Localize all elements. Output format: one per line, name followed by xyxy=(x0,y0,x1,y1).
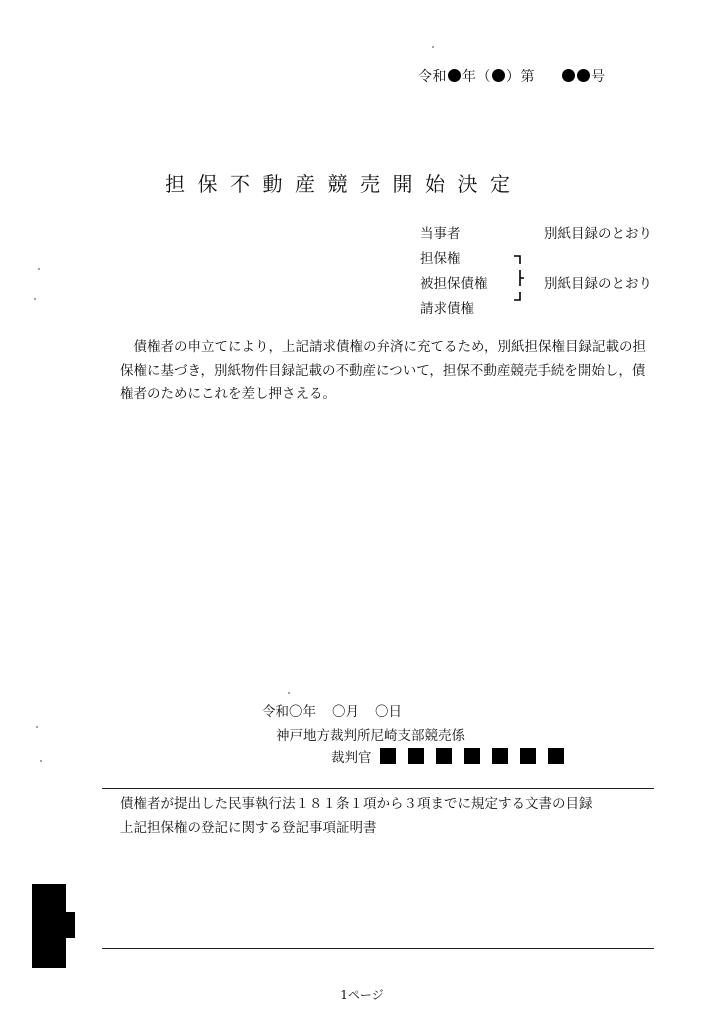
decision-date xyxy=(262,700,402,720)
redaction-block xyxy=(464,748,480,764)
judge-line xyxy=(331,746,564,766)
scan-speck xyxy=(40,760,42,762)
party-value: 別紙目録のとおり xyxy=(544,276,652,292)
attachments-list xyxy=(120,792,593,840)
body-line: 債権者の申立てにより，上記請求債権の弁済に充てるため，別紙担保権目録記載の担 xyxy=(120,339,646,355)
party-label: 担保権 xyxy=(420,251,461,267)
attachment-item: 債権者が提出した民事執行法１８１条１項から３項までに規定する文書の目録 xyxy=(120,796,593,812)
redaction-dot xyxy=(562,69,575,82)
scan-speck xyxy=(34,298,36,300)
case-era: 令和 xyxy=(418,69,447,85)
party-label: 被担保債権 xyxy=(420,276,488,292)
page-number: 1ページ xyxy=(340,988,384,1002)
date-day: 〇日 xyxy=(375,704,402,720)
party-row xyxy=(420,272,670,297)
redaction-dot xyxy=(492,69,505,82)
body-line: 権者のためにこれを差し押さえる。 xyxy=(120,386,336,402)
divider xyxy=(102,788,654,789)
party-value: 別紙目録のとおり xyxy=(544,226,652,242)
redaction-block xyxy=(436,748,452,764)
body-line: 保権に基づき，別紙物件目録記載の不動産について，担保不動産競売手続を開始し，債 xyxy=(120,362,646,379)
scan-speck xyxy=(432,46,434,48)
scan-mark xyxy=(32,884,66,968)
judge-label: 裁判官 xyxy=(331,750,372,766)
brace-bracket-icon xyxy=(510,252,526,304)
redaction-block xyxy=(548,748,564,764)
redaction-block xyxy=(520,748,536,764)
party-row xyxy=(420,222,670,247)
divider xyxy=(102,948,654,949)
parties-block xyxy=(420,222,670,322)
redaction-dot xyxy=(577,69,590,82)
attachment-item: 上記担保権の登記に関する登記事項証明書 xyxy=(120,820,377,836)
redaction-block xyxy=(408,748,424,764)
case-close-paren: ）第 xyxy=(506,69,535,85)
scan-speck xyxy=(288,692,290,694)
party-label: 請求債権 xyxy=(420,301,474,317)
scan-speck xyxy=(38,268,40,270)
decision-body xyxy=(120,336,660,407)
case-year-suffix: 年（ xyxy=(462,69,491,85)
scan-mark xyxy=(66,912,75,938)
date-year: 〇年 xyxy=(289,704,316,720)
party-row xyxy=(420,247,670,272)
party-row xyxy=(420,297,670,322)
date-era: 令和 xyxy=(262,704,289,720)
document-title: 担保不動産競売開始決定 xyxy=(165,172,523,196)
case-number xyxy=(418,66,606,86)
case-number-suffix: 号 xyxy=(591,69,606,85)
date-month: 〇月 xyxy=(332,704,359,720)
party-label: 当事者 xyxy=(420,226,461,242)
redaction-block xyxy=(492,748,508,764)
redaction-dot xyxy=(448,69,461,82)
court-name: 神戸地方裁判所尼崎支部競売係 xyxy=(276,728,465,744)
scan-speck xyxy=(36,726,38,728)
redaction-block xyxy=(380,748,396,764)
